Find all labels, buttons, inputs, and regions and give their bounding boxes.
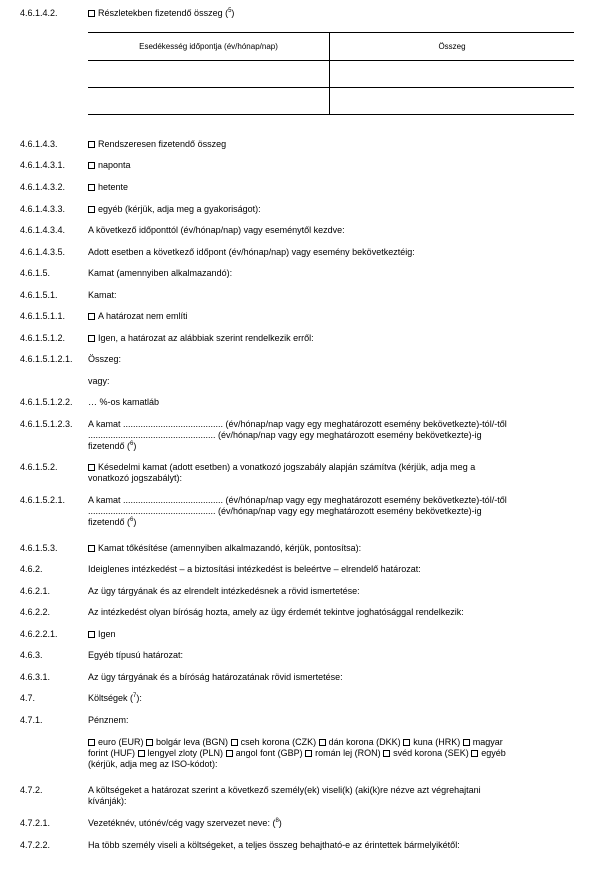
table-cell[interactable] [88, 88, 330, 115]
checkbox[interactable] [88, 162, 95, 169]
interest-line-until: ................................................... (év/hónap/nap vagy egy meghatározott esemény bekövetkezte)-ig [88, 430, 482, 440]
checkbox-dkk[interactable] [319, 739, 326, 746]
item-number: 4.6.1.5.1.2.1. [20, 354, 73, 364]
currency-label: euro (EUR) [98, 737, 144, 747]
footnote-ref: 5 [228, 8, 232, 14]
checkbox-pln[interactable] [138, 750, 145, 757]
item-label: Részletekben fizetendő összeg ( [98, 8, 229, 18]
checkbox-other[interactable] [471, 750, 478, 757]
item-number: 4.6.1.4.3.4. [20, 225, 66, 235]
item-number: 4.7.1. [20, 715, 43, 725]
table-cell[interactable] [330, 88, 575, 115]
item-label: hetente [98, 182, 129, 192]
item-number: 4.6.1.4.3. [20, 139, 58, 149]
interest-line-from: A kamat ........................................ (év/hónap/nap vagy egy meghatározott esemény bekövetkezte)-tól/-től [88, 495, 507, 505]
currency-label: román lej (RON) [315, 748, 381, 758]
item-label: Vezetéknév, utónév/cég vagy szervezet neve: ( [88, 818, 276, 828]
item-number: 4.6.2. [20, 564, 43, 574]
item-number: 4.6.1.5.1.2. [20, 333, 66, 343]
currency-label: cseh korona (CZK) [240, 737, 317, 747]
checkbox[interactable] [88, 464, 95, 471]
item-number: 4.6.1.4.2. [20, 8, 58, 18]
currency-label: forint (HUF) [88, 748, 135, 758]
item-number: 4.6.1.5.1.2.3. [20, 419, 73, 429]
checkbox[interactable] [88, 335, 95, 342]
currency-label: angol font (GBP) [235, 748, 303, 758]
currency-label: magyar [472, 737, 503, 747]
item-label: Ideiglenes intézkedést – a biztosítási intézkedést is beleértve – elrendelő határozat: [88, 564, 421, 574]
item-number: 4.6.1.5.2. [20, 462, 58, 472]
item-label: A határozat nem említi [98, 311, 188, 321]
table-cell[interactable] [88, 61, 330, 88]
footnote-ref: 6 [130, 517, 134, 523]
currency-label: dán korona (DKK) [328, 737, 401, 747]
item-label-cont: vonatkozó jogszabályt): [88, 473, 183, 483]
checkbox-czk[interactable] [231, 739, 238, 746]
checkbox-huf[interactable] [463, 739, 470, 746]
interest-line-until: ................................................... (év/hónap/nap vagy egy meghatározott esemény bekövetkezte)-ig [88, 506, 482, 516]
checkbox-hrk[interactable] [403, 739, 410, 746]
item-label: Rendszeresen fizetendő összeg [98, 139, 227, 149]
interest-line-from: A kamat ........................................ (év/hónap/nap vagy egy meghatározott esemény bekövetkezte)-tól/-től [88, 419, 507, 429]
item-number: 4.7.2.2. [20, 840, 51, 850]
item-number: 4.6.1.4.3.1. [20, 160, 66, 170]
item-label: Pénznem: [88, 715, 129, 725]
currency-label: lengyel zloty (PLN) [147, 748, 224, 758]
item-label: Az intézkedést olyan bíróság hozta, amely az ügy érdemét tekintve joghatósággal rendelkezik: [88, 607, 464, 617]
checkbox[interactable] [88, 184, 95, 191]
item-number: 4.6.1.5.3. [20, 543, 58, 553]
item-number: 4.7.2. [20, 785, 43, 795]
item-number: 4.6.1.5.1. [20, 290, 58, 300]
item-number: 4.7.2.1. [20, 818, 51, 828]
checkbox-bgn[interactable] [146, 739, 153, 746]
checkbox-gbp[interactable] [226, 750, 233, 757]
checkbox[interactable] [88, 206, 95, 213]
column-header-amount: Összeg [330, 33, 575, 61]
item-number: 4.6.2.2.1. [20, 629, 58, 639]
item-label: Összeg: [88, 354, 122, 364]
item-label-cont: kívánják): [88, 796, 127, 806]
item-label: A költségeket a határozat szerint a következő személy(ek) viseli(k) (aki(k)re nézve azt végrehajtani [88, 785, 481, 795]
payable-label: fizetendő ( [88, 441, 131, 451]
table-cell[interactable] [330, 61, 575, 88]
currency-iso-hint: (kérjük, adja meg az ISO-kódot): [88, 759, 218, 769]
item-number: 4.6.1.4.3.5. [20, 247, 66, 257]
currency-label: svéd korona (SEK) [393, 748, 469, 758]
item-label: Az ügy tárgyának és a bíróság határozatának rövid ismertetése: [88, 672, 343, 682]
item-label: Egyéb típusú határozat: [88, 650, 184, 660]
currency-label: bolgár leva (BGN) [156, 737, 229, 747]
item-number: 4.7. [20, 693, 36, 703]
currency-label: egyéb [481, 748, 506, 758]
item-number: 4.6.1.5.2.1. [20, 495, 66, 505]
item-label: A következő időponttól (év/hónap/nap) vagy eseménytől kezdve: [88, 225, 345, 235]
item-number: 4.6.1.5.1.1. [20, 311, 66, 321]
item-label: naponta [98, 160, 131, 170]
installments-table [88, 32, 574, 115]
item-label: egyéb (kérjük, adja meg a gyakoriságot): [98, 204, 261, 214]
item-label: Igen [98, 629, 116, 639]
item-label: Ha több személy viseli a költségeket, a teljes összeg behajtható-e az érintettek bármelyikétől: [88, 840, 460, 850]
checkbox-ron[interactable] [305, 750, 312, 757]
item-label: … %-os kamatláb [88, 397, 160, 407]
footnote-ref: 7 [133, 693, 137, 699]
item-label: Késedelmi kamat (adott esetben) a vonatkozó jogszabály alapján számítva (kérjük, adja meg a [98, 462, 476, 472]
footnote-ref: 6 [130, 441, 134, 447]
checkbox[interactable] [88, 141, 95, 148]
item-label: Költségek ( [88, 693, 134, 703]
item-number: 4.6.1.4.3.3. [20, 204, 66, 214]
checkbox-eur[interactable] [88, 739, 95, 746]
item-label: Kamat tőkésítése (amennyiben alkalmazandó, kérjük, pontosítsa): [98, 543, 362, 553]
item-number: 4.6.3.1. [20, 672, 51, 682]
checkbox[interactable] [88, 313, 95, 320]
item-label: Igen, a határozat az alábbiak szerint rendelkezik erről: [98, 333, 314, 343]
item-number: 4.6.3. [20, 650, 43, 660]
payable-label: fizetendő ( [88, 517, 131, 527]
currency-label: kuna (HRK) [413, 737, 461, 747]
checkbox[interactable] [88, 10, 95, 17]
column-header-due-date: Esedékesség időpontja (év/hónap/nap) [88, 33, 330, 61]
item-number: 4.6.2.2. [20, 607, 51, 617]
checkbox[interactable] [88, 631, 95, 638]
item-label: Adott esetben a következő időpont (év/hónap/nap) vagy esemény bekövetkeztéig: [88, 247, 415, 257]
item-number: 4.6.1.5. [20, 268, 51, 278]
footnote-ref: 8 [275, 818, 279, 824]
item-label: Kamat (amennyiben alkalmazandó): [88, 268, 233, 278]
item-number: 4.6.2.1. [20, 586, 51, 596]
item-number: 4.6.1.4.3.2. [20, 182, 66, 192]
checkbox-sek[interactable] [383, 750, 390, 757]
checkbox[interactable] [88, 545, 95, 552]
item-label: Az ügy tárgyának és az elrendelt intézkedésnek a rövid ismertetése: [88, 586, 360, 596]
item-number: 4.6.1.5.1.2.2. [20, 397, 73, 407]
item-label: Kamat: [88, 290, 117, 300]
item-label: vagy: [88, 376, 110, 386]
